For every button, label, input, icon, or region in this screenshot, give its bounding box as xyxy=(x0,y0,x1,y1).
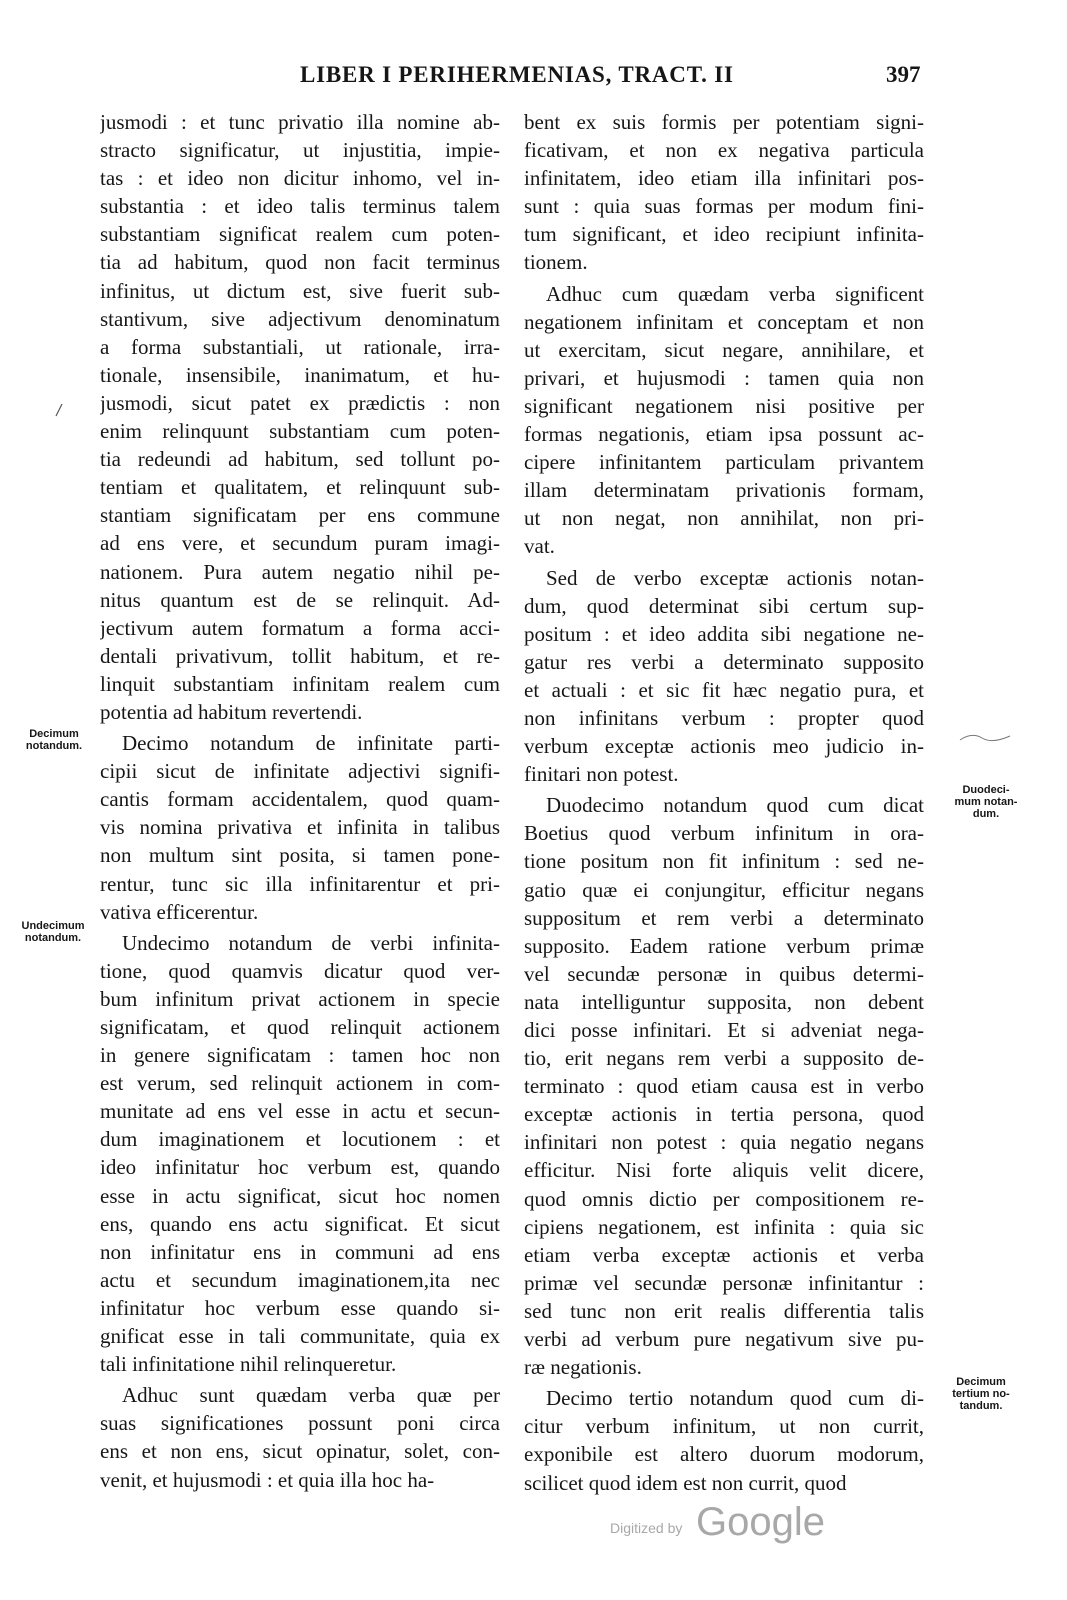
text-line: tas : et ideo non dicitur inhomo, vel in- xyxy=(100,166,500,191)
text-line: jusmodi, sicut patet ex prædictis : non xyxy=(100,390,500,415)
text-line: tia redeundi ad habitum, sed tollunt po- xyxy=(100,447,500,472)
margin-note-decimum-tertium xyxy=(926,1376,1036,1412)
text-line: Sed de verbo exceptæ actionis notan- xyxy=(546,565,924,590)
text-line: bent ex suis formis per potentiam signi- xyxy=(524,110,924,134)
text-line: Boetius quod verbum infinitum in ora- xyxy=(524,821,924,846)
text-line: bum infinitum privat actionem in specie xyxy=(100,986,500,1011)
text-line: potentia ad habitum revertendi. xyxy=(100,699,363,724)
text-line: ræ negationis. xyxy=(524,1355,642,1380)
text-line: gatur res verbi a determinato supposito xyxy=(524,649,924,674)
margin-note-line: Undecimum xyxy=(21,920,85,932)
text-line: et actuali : et sic fit hæc negatio pura, et xyxy=(524,677,924,702)
text-line: illam determinatam privationis formam, xyxy=(524,478,924,503)
text-line: verbum exceptæ actionis meo judicio in- xyxy=(524,734,924,759)
text-line: significant negationem nisi positive per xyxy=(524,393,924,418)
text-line: quod omnis dictio per compositionem re- xyxy=(524,1186,924,1211)
text-line: nationem. Pura autem negatio nihil pe- xyxy=(100,559,500,584)
google-logo: Google xyxy=(696,1500,825,1544)
text-line: stantivum, sive adjectivum denominatum xyxy=(100,306,500,331)
pencil-mark-icon xyxy=(52,400,66,420)
text-line: Undecimo notandum de verbi infinita- xyxy=(122,930,500,955)
text-line: gnificat esse in tali communitate, quia ex xyxy=(100,1324,500,1349)
text-line: etiam verba exceptæ actionis et verba xyxy=(524,1242,924,1267)
text-line: venit, et hujusmodi : et quia illa hoc ha- xyxy=(100,1467,435,1492)
text-line: Decimo notandum de infinitate parti- xyxy=(122,731,500,756)
text-line: infinitus, ut dictum est, sive fuerit sub- xyxy=(100,278,500,303)
text-line: vativa efficerentur. xyxy=(100,899,259,924)
text-line: nata intelliguntur supposita, non debent xyxy=(524,989,924,1014)
text-line: tione, quod quamvis dicatur quod ver- xyxy=(100,958,500,983)
text-line: cantis formam accidentalem, quod quam- xyxy=(100,787,500,812)
text-line: citur verbum infinitum, ut non currit, xyxy=(524,1414,924,1439)
text-line: cipiens negationem, est infinita : quia sic xyxy=(524,1214,924,1239)
text-line: cipii sicut de infinitate adjectivi signifi- xyxy=(100,759,500,784)
text-line: tentiam et qualitatem, et relinquunt sub- xyxy=(100,475,500,500)
text-line: Adhuc cum quædam verba significent xyxy=(546,281,924,306)
text-line: non infinitatur ens in communi ad ens xyxy=(100,1239,500,1264)
text-line: munitate ad ens vel esse in actu et secun- xyxy=(100,1099,500,1124)
text-line: jusmodi : et tunc privatio illa nomine ab- xyxy=(100,110,500,134)
running-header xyxy=(0,62,1067,96)
text-line: tali infinitatione nihil relinqueretur. xyxy=(100,1352,397,1377)
margin-note-line: Decimum xyxy=(29,728,79,740)
text-line: tia ad habitum, quod non facit terminus xyxy=(100,250,500,275)
running-title: LIBER I PERIHERMENIAS, TRACT. II xyxy=(300,62,734,87)
digitized-by-google-watermark xyxy=(610,1500,830,1550)
text-line: suas significationes possunt poni circa xyxy=(100,1411,500,1436)
text-line: nitus quantum est de se relinquit. Ad- xyxy=(100,587,500,612)
text-line: tio, erit negans rem verbi a supposito de- xyxy=(524,1046,924,1071)
digitized-label: Digitized by xyxy=(610,1520,683,1536)
text-line: vis nomina privativa et infinita in talibus xyxy=(100,815,500,840)
text-line: primæ vel secundæ personæ infinitantur : xyxy=(524,1270,924,1295)
margin-note-line: tertium no- xyxy=(952,1388,1010,1400)
text-line: significatam, et quod relinquit actionem xyxy=(100,1015,500,1039)
text-line: privari, et hujusmodi : tamen quia non xyxy=(524,365,924,390)
text-line: substantiam significat realem cum poten- xyxy=(100,222,500,247)
text-line: supposito. Eadem ratione verbum primæ xyxy=(524,933,924,958)
text-line: sunt : quia suas formas per modum fini- xyxy=(524,194,924,219)
text-line: rentur, tunc sic illa infinitarentur et pri- xyxy=(100,871,500,896)
text-line: stracto significatur, ut injustitia, impie- xyxy=(100,138,500,163)
margin-note-decimum xyxy=(18,728,90,752)
text-line: non infinitans verbum : propter quod xyxy=(524,705,924,730)
margin-note-line: dum. xyxy=(972,808,1000,820)
text-line: Duodecimo notandum quod cum dicat xyxy=(546,793,924,818)
text-line: est verum, sed relinquit actionem in com- xyxy=(100,1071,500,1096)
text-line: dici posse infinitari. Et si adveniat nega- xyxy=(524,1018,924,1042)
text-line: Decimo tertio notandum quod cum di- xyxy=(546,1386,924,1411)
text-line: finitari non potest. xyxy=(524,762,679,787)
text-line: a forma substantiali, ut rationale, irra- xyxy=(100,334,500,359)
text-line: dentali privativum, tollit habitum, et re- xyxy=(100,643,500,668)
text-line: efficitur. Nisi forte aliquis velit dicere, xyxy=(524,1158,924,1183)
pencil-mark-icon xyxy=(958,728,1018,744)
text-line: cipere infinitantem particulam privantem xyxy=(524,450,924,475)
text-line: tum significant, et ideo recipiunt infinita- xyxy=(524,222,924,247)
text-line: dum imaginationem et locutionem : et xyxy=(100,1127,500,1152)
text-line: enim relinquunt substantiam cum poten- xyxy=(100,419,500,444)
margin-note-duodecimum xyxy=(938,784,1034,820)
text-line: actu et secundum imaginationem,ita nec xyxy=(100,1267,500,1292)
text-line: sed tunc non erit realis differentia talis xyxy=(524,1298,924,1323)
page-number: 397 xyxy=(886,62,921,87)
text-line: tione positum non fit infinitum : sed ne- xyxy=(524,849,924,874)
text-line: infinitatem, ideo etiam illa infinitari pos- xyxy=(524,166,924,191)
text-line: vel secundæ personæ in quibus determi- xyxy=(524,961,924,986)
text-line: ideo infinitatur hoc verbum est, quando xyxy=(100,1155,500,1180)
text-line: formas negationis, etiam ipsa possunt ac- xyxy=(524,422,924,447)
margin-note-undecimum xyxy=(10,920,96,944)
text-line: ut exercitam, sicut negare, annihilare, et xyxy=(524,337,924,362)
text-line: jectivum autem formatum a forma acci- xyxy=(100,615,500,640)
text-line: positum : et ideo addita sibi negatione ne- xyxy=(524,621,924,646)
text-line: verbi ad verbum pure negativum sive pu- xyxy=(524,1327,924,1352)
text-line: tionale, insensibile, inanimatum, et hu- xyxy=(100,362,500,387)
text-line: in genere significatam : tamen hoc non xyxy=(100,1043,500,1068)
text-line: suppositum et rem verbi a determinato xyxy=(524,905,924,930)
text-line: substantia : et ideo talis terminus talem xyxy=(100,194,500,219)
text-line: non multum sint posita, si tamen pone- xyxy=(100,843,500,868)
text-line: vat. xyxy=(524,534,555,559)
text-line: ad ens vere, et secundum puram imagi- xyxy=(100,531,500,556)
margin-note-line: Decimum xyxy=(956,1376,1006,1388)
text-line: negationem infinitam et conceptam et non xyxy=(524,309,924,334)
margin-note-line: mum notan- xyxy=(954,796,1018,808)
margin-note-line: Duodeci- xyxy=(962,784,1010,796)
text-line: linquit substantiam infinitam realem cum xyxy=(100,671,500,696)
text-line: exponibile est altero duorum modorum, xyxy=(524,1442,924,1467)
text-line: stantiam significatam per ens commune xyxy=(100,503,500,528)
right-text-column xyxy=(524,108,924,1497)
text-line: ens et non ens, sicut opinatur, solet, con- xyxy=(100,1439,500,1464)
text-line: scilicet quod idem est non currit, quod xyxy=(524,1470,847,1495)
left-text-column xyxy=(100,108,500,1494)
text-line: exceptæ actionis in tertia persona, quod xyxy=(524,1102,924,1127)
text-line: ficativam, et non ex negativa particula xyxy=(524,138,924,163)
margin-note-line: notandum. xyxy=(25,740,83,752)
text-line: tionem. xyxy=(524,250,588,275)
text-line: terminato : quod etiam causa est in verbo xyxy=(524,1074,924,1099)
margin-note-line: tandum. xyxy=(959,1400,1003,1412)
text-line: dum, quod determinat sibi certum sup- xyxy=(524,593,924,618)
text-line: infinitari non potest : quia negatio negans xyxy=(524,1130,924,1155)
text-line: esse in actu significat, sicut hoc nomen xyxy=(100,1183,500,1208)
text-line: ens, quando ens actu significat. Et sicut xyxy=(100,1211,500,1236)
margin-note-line: notandum. xyxy=(24,932,82,944)
text-line: ut non negat, non annihilat, non pri- xyxy=(524,506,924,531)
text-line: Adhuc sunt quædam verba quæ per xyxy=(122,1383,500,1408)
text-line: infinitatur hoc verbum esse quando si- xyxy=(100,1295,500,1320)
text-line: gatio quæ ei conjungitur, efficitur negans xyxy=(524,877,924,902)
